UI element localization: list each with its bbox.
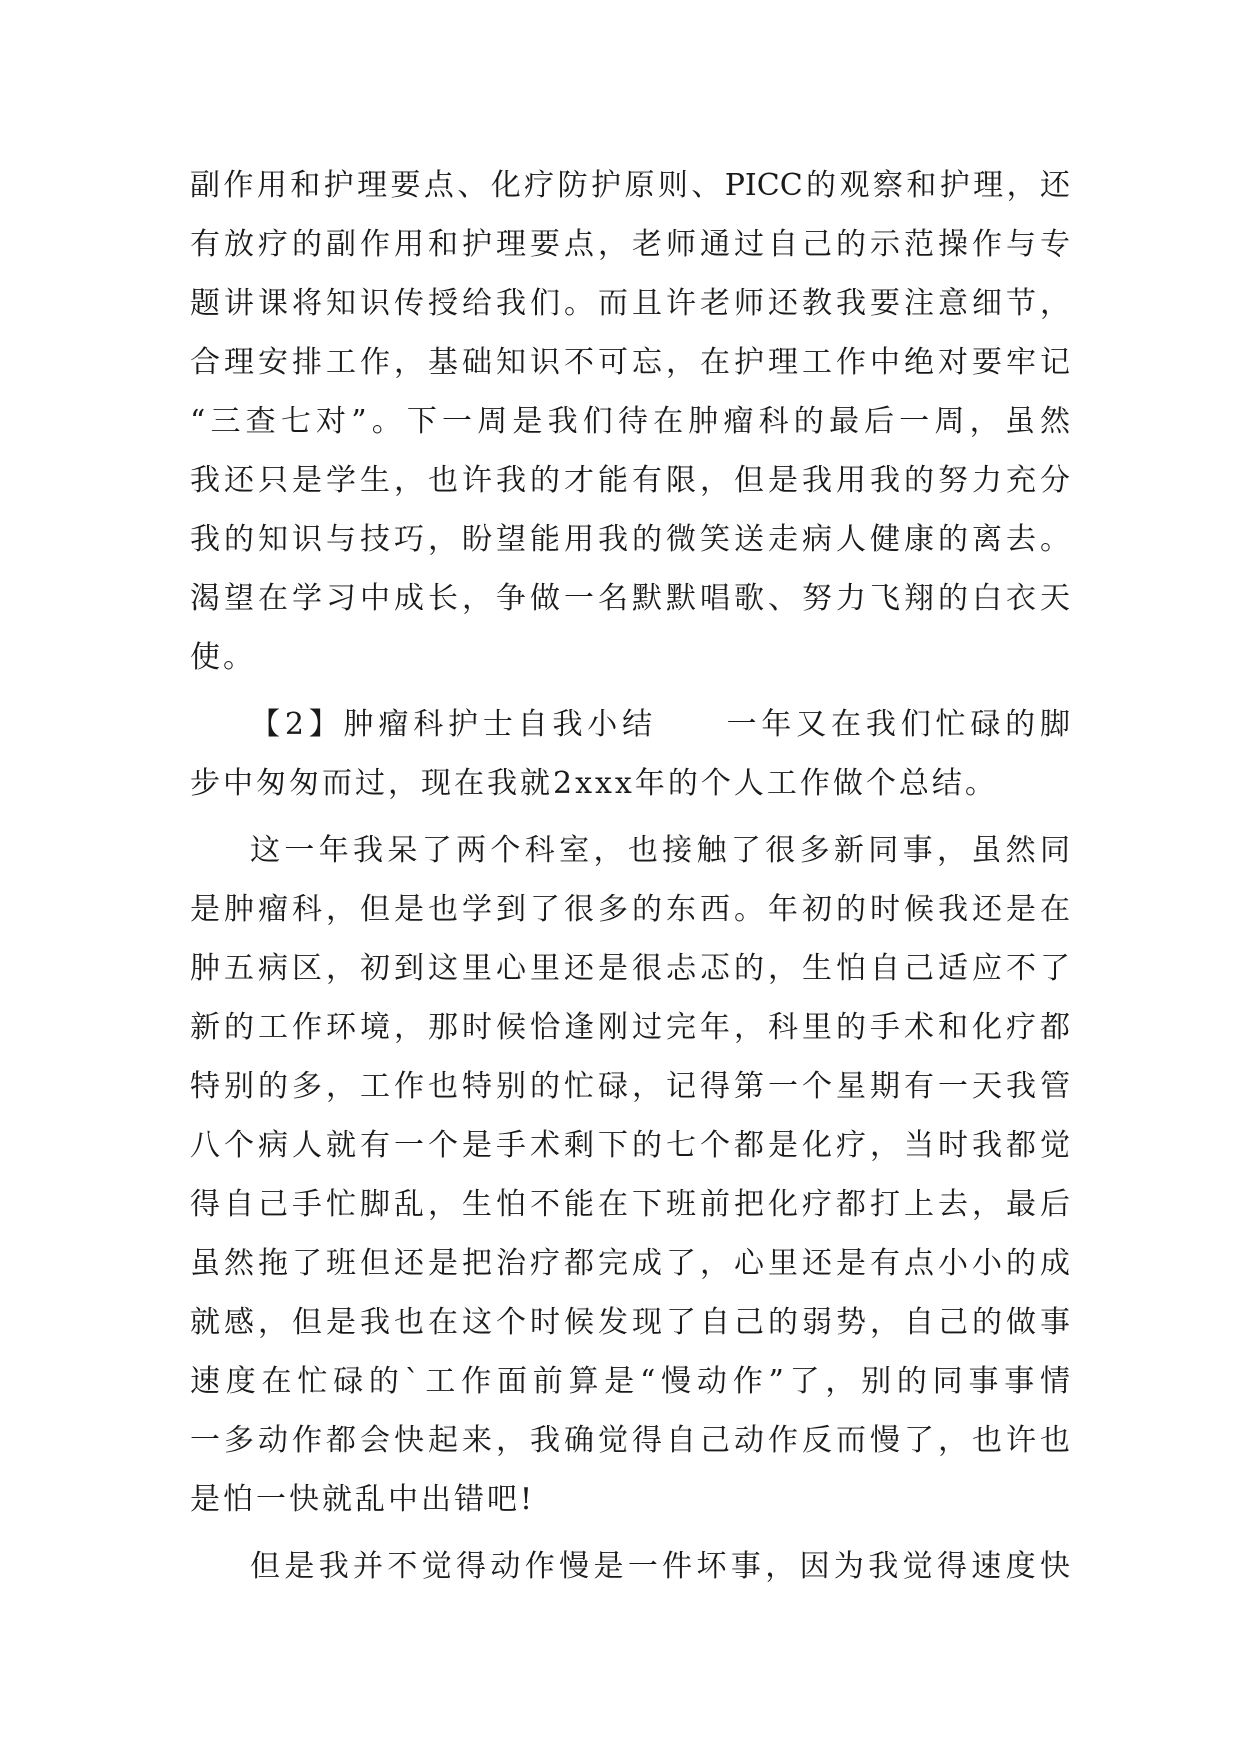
- text-line: 副作用和护理要点、化疗防护原则、PICC的观察和护理，还: [190, 168, 1070, 203]
- text-line: 是肿瘤科，但是也学到了很多的东西。年初的时候我还是在: [190, 892, 1070, 927]
- text-line: 我的知识与技巧，盼望能用我的微笑送走病人健康的离去。: [190, 522, 1070, 557]
- text-line: 题讲课将知识传授给我们。而且许老师还教我要注意细节，: [190, 286, 1070, 321]
- text-line: 一多动作都会快起来，我确觉得自己动作反而慢了，也许也: [190, 1423, 1070, 1458]
- section-heading-line: 【2】肿瘤科护士自我小结 一年又在我们忙碌的脚: [250, 707, 1070, 742]
- paragraph-spacer: [190, 1529, 1070, 1537]
- text-line: 我还只是学生，也许我的才能有限，但是我用我的努力充分: [190, 463, 1070, 498]
- paragraph-4: [190, 1537, 1070, 1596]
- text-line: 特别的多，工作也特别的忙碌，记得第一个星期有一天我管: [190, 1069, 1070, 1104]
- text-line: 八个病人就有一个是手术剩下的七个都是化疗，当时我都觉: [190, 1128, 1070, 1163]
- text-line: 渴望在学习中成长，争做一名默默唱歌、努力飞翔的白衣天: [190, 581, 1070, 616]
- text-line: 新的工作环境，那时候恰逢刚过完年，科里的手术和化疗都: [190, 1010, 1070, 1045]
- text-line: “三查七对”。下一周是我们待在肿瘤科的最后一周，虽然: [190, 404, 1070, 439]
- text-line: 但是我并不觉得动作慢是一件坏事，因为我觉得速度快: [250, 1549, 1070, 1584]
- text-line: 速度在忙碌的`工作面前算是“慢动作”了，别的同事事情: [190, 1364, 1070, 1399]
- paragraph-spacer: [190, 687, 1070, 695]
- text-line: 得自己手忙脚乱，生怕不能在下班前把化疗都打上去，最后: [190, 1187, 1070, 1222]
- body-text: [190, 156, 1070, 1596]
- text-line: 使。: [190, 640, 256, 675]
- text-line: 肿五病区，初到这里心里还是很忐忑的，生怕自己适应不了: [190, 951, 1070, 986]
- text-line: 是怕一快就乱中出错吧!: [190, 1482, 536, 1517]
- text-line: 合理安排工作，基础知识不可忘，在护理工作中绝对要牢记: [190, 345, 1070, 380]
- text-line: 虽然拖了班但还是把治疗都完成了，心里还是有点小小的成: [190, 1246, 1070, 1281]
- paragraph-2: [190, 695, 1070, 813]
- paragraph-3: [190, 821, 1070, 1529]
- text-line: 这一年我呆了两个科室，也接触了很多新同事，虽然同: [250, 833, 1070, 868]
- text-line: 步中匆匆而过，现在我就2xxx年的个人工作做个总结。: [190, 766, 998, 801]
- paragraph-1: [190, 156, 1070, 687]
- paragraph-spacer: [190, 813, 1070, 821]
- text-line: 有放疗的副作用和护理要点，老师通过自己的示范操作与专: [190, 227, 1070, 262]
- text-line: 就感，但是我也在这个时候发现了自己的弱势，自己的做事: [190, 1305, 1070, 1340]
